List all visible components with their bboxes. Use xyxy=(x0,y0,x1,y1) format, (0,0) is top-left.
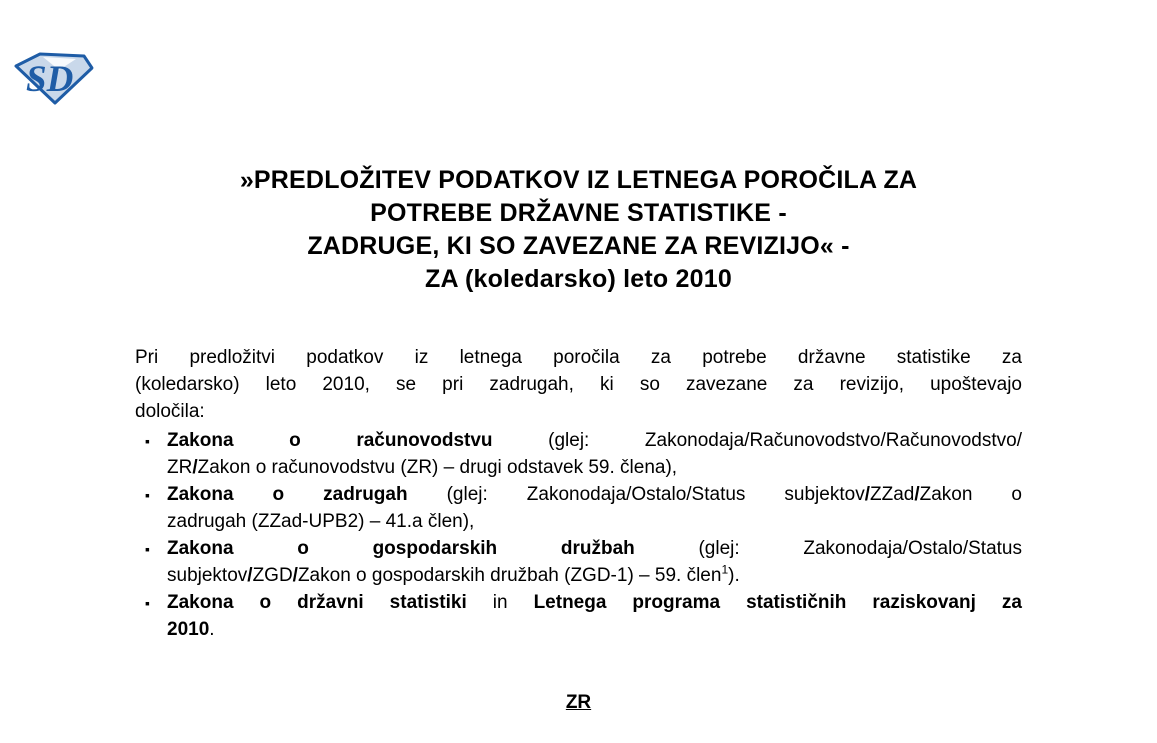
title-line: ZADRUGE, KI SO ZAVEZANE ZA REVIZIJO« - xyxy=(307,232,850,260)
text-line: Zakona o računovodstvu (glej: Zakonodaja/Računovodstvo/Računovodstvo/ xyxy=(167,430,1022,451)
bullet-item xyxy=(135,589,1022,643)
intro-paragraph xyxy=(135,344,1022,425)
text-line: 2010. xyxy=(167,619,215,640)
zr-link[interactable]: ZR xyxy=(565,692,592,713)
logo-letters: SD xyxy=(26,59,74,100)
sd-diamond-icon xyxy=(12,50,96,106)
sd-logo xyxy=(12,50,96,106)
title-line: ZA (koledarsko) leto 2010 xyxy=(425,265,732,293)
bullet-square-icon: ▪ xyxy=(145,433,150,449)
bullet-item xyxy=(135,535,1022,589)
bullet-item xyxy=(135,427,1022,481)
footer xyxy=(0,692,1157,714)
document-title xyxy=(0,164,1157,296)
text-line: določila: xyxy=(135,401,205,422)
text-line: Zakona o gospodarskih družbah (glej: Zakonodaja/Ostalo/Status xyxy=(167,538,1023,559)
text-line: Zakona o državni statistiki in Letnega programa statističnih raziskovanj za xyxy=(167,592,1022,613)
text-line: Zakona o zadrugah (glej: Zakonodaja/Ostalo/Status subjektov/ZZad/Zakon o xyxy=(167,484,1023,505)
text-line: ZR/Zakon o računovodstvu (ZR) – drugi odstavek 59. člena), xyxy=(167,457,678,478)
bullet-list xyxy=(135,427,1022,643)
title-line: »PREDLOŽITEV PODATKOV IZ LETNEGA POROČILA ZA xyxy=(239,166,918,194)
title-line: POTREBE DRŽAVNE STATISTIKE - xyxy=(370,199,787,227)
text-line: zadrugah (ZZad-UPB2) – 41.a člen), xyxy=(167,511,475,532)
bullet-item xyxy=(135,481,1022,535)
bullet-square-icon: ▪ xyxy=(145,487,150,503)
bullet-square-icon: ▪ xyxy=(145,541,150,557)
bullet-square-icon: ▪ xyxy=(145,595,150,611)
text-line: (koledarsko) leto 2010, se pri zadrugah, ki so zavezane za revizijo, upoštevajo xyxy=(135,374,1022,395)
text-line: Pri predložitvi podatkov iz letnega poročila za potrebe državne statistike za xyxy=(135,347,1022,368)
text-line: subjektov/ZGD/Zakon o gospodarskih družbah (ZGD-1) – 59. člen$^1$). xyxy=(167,562,740,586)
document-body xyxy=(135,344,1022,643)
